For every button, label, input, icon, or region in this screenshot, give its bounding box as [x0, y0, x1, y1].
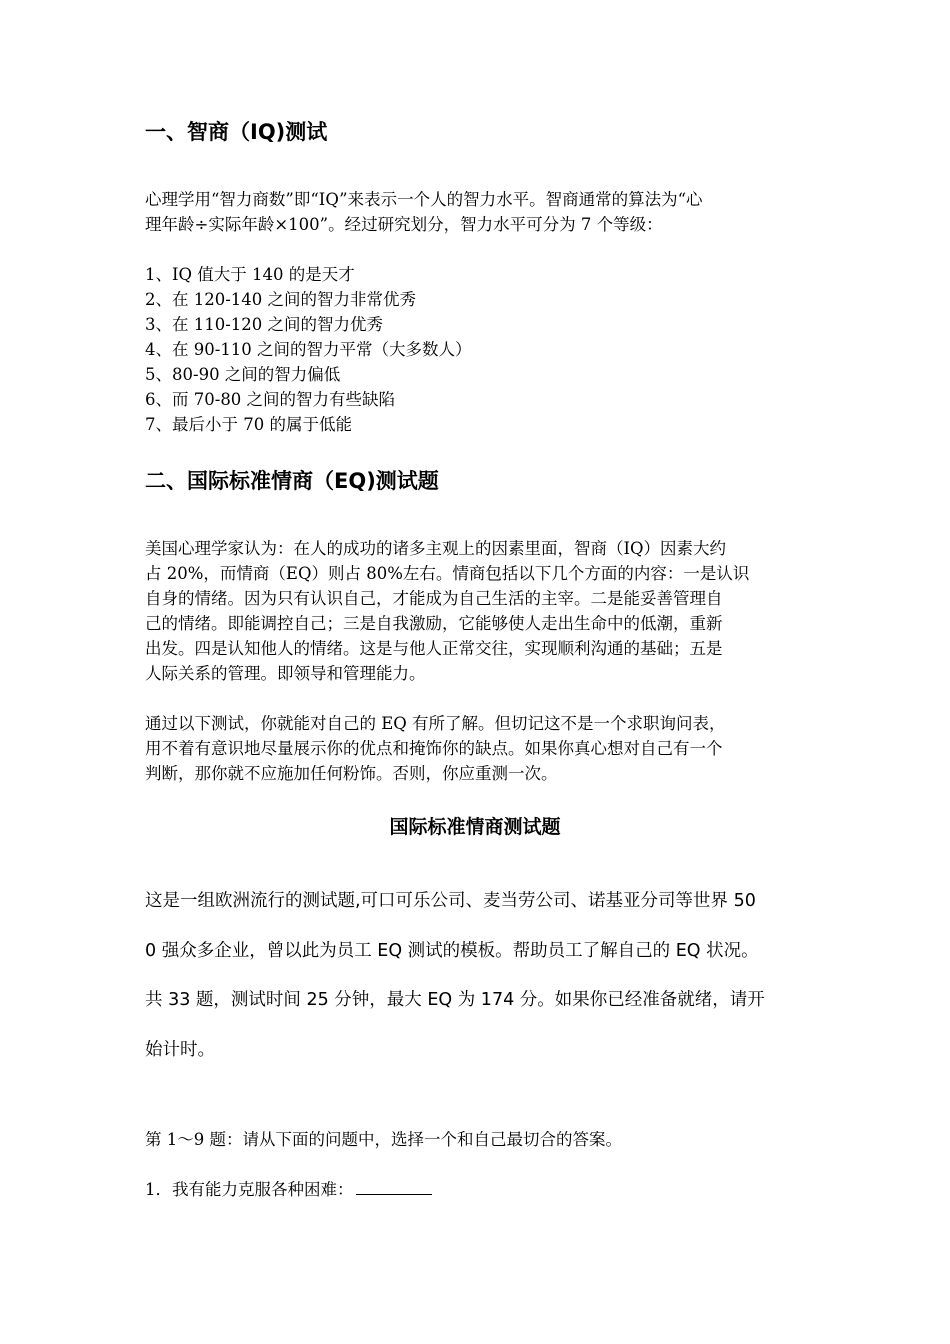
test-intro-line: 始计时。	[145, 1039, 215, 1060]
paragraph-line: 自身的情绪。因为只有认识自己，才能成为自己生活的主宰。二是能妥善管理自	[145, 589, 723, 608]
answer-blank	[356, 1180, 432, 1195]
paragraph-line: 判断，那你就不应施加任何粉饰。否则，你应重测一次。	[145, 764, 558, 783]
test-intro-line: 0 强众多企业，曾以此为员工 EQ 测试的模板。帮助员工了解自己的 EQ 状况。	[145, 940, 759, 961]
iq-level-item: 4、在 90-110 之间的智力平常（大多数人）	[145, 340, 472, 359]
iq-level-item: 5、80-90 之间的智力偏低	[145, 365, 341, 384]
paragraph-line: 人际关系的管理。即领导和管理能力。	[145, 664, 426, 683]
section2-paragraph-1	[145, 536, 815, 686]
iq-level-item: 1、IQ 值大于 140 的是天才	[145, 265, 355, 284]
section2-paragraph-2	[145, 711, 815, 786]
paragraph-line: 用不着有意识地尽量展示你的优点和掩饰你的缺点。如果你真心想对自己有一个	[145, 739, 723, 758]
intro-line: 心理学用“智力商数”即“IQ”来表示一个人的智力水平。智商通常的算法为“心	[145, 190, 703, 209]
paragraph-line: 出发。四是认知他人的情绪。这是与他人正常交往，实现顺利沟通的基础；五是	[145, 639, 723, 658]
iq-level-item: 2、在 120-140 之间的智力非常优秀	[145, 290, 417, 309]
paragraph-line: 通过以下测试，你就能对自己的 EQ 有所了解。但切记这不是一个求职询问表，	[145, 714, 726, 733]
test-instruction: 第 1～9 题：请从下面的问题中，选择一个和自己最切合的答案。	[145, 1130, 622, 1149]
question-1-text: 1．我有能力克服各种困难：	[145, 1180, 354, 1199]
test-intro	[145, 877, 815, 1075]
paragraph-line: 美国心理学家认为：在人的成功的诸多主观上的因素里面，智商（IQ）因素大约	[145, 539, 727, 558]
question-1	[145, 1177, 815, 1202]
test-intro-line: 共 33 题，测试时间 25 分钟，最大 EQ 为 174 分。如果你已经准备就绪，请开	[145, 990, 765, 1010]
test-title: 国际标准情商测试题	[389, 816, 561, 838]
section1-heading: 一、智商（IQ)测试	[145, 120, 328, 144]
paragraph-line: 己的情绪。即能调控自己；三是自我激励，它能够使人走出生命中的低潮，重新	[145, 614, 723, 633]
paragraph-line: 占 20%，而情商（EQ）则占 80%左右。情商包括以下几个方面的内容：一是认识	[145, 564, 750, 583]
iq-level-list	[145, 262, 815, 437]
intro-line: 理年龄÷实际年龄×100”。经过研究划分，智力水平可分为 7 个等级：	[145, 215, 663, 234]
section1-intro	[145, 187, 815, 237]
test-intro-line: 这是一组欧洲流行的测试题,可口可乐公司、麦当劳公司、诺基亚分司等世界 50	[145, 891, 756, 911]
iq-level-item: 6、而 70-80 之间的智力有些缺陷	[145, 390, 396, 409]
iq-level-item: 7、最后小于 70 的属于低能	[145, 415, 352, 434]
section2-heading: 二、国际标准情商（EQ)测试题	[145, 469, 439, 493]
iq-level-item: 3、在 110-120 之间的智力优秀	[145, 315, 384, 334]
